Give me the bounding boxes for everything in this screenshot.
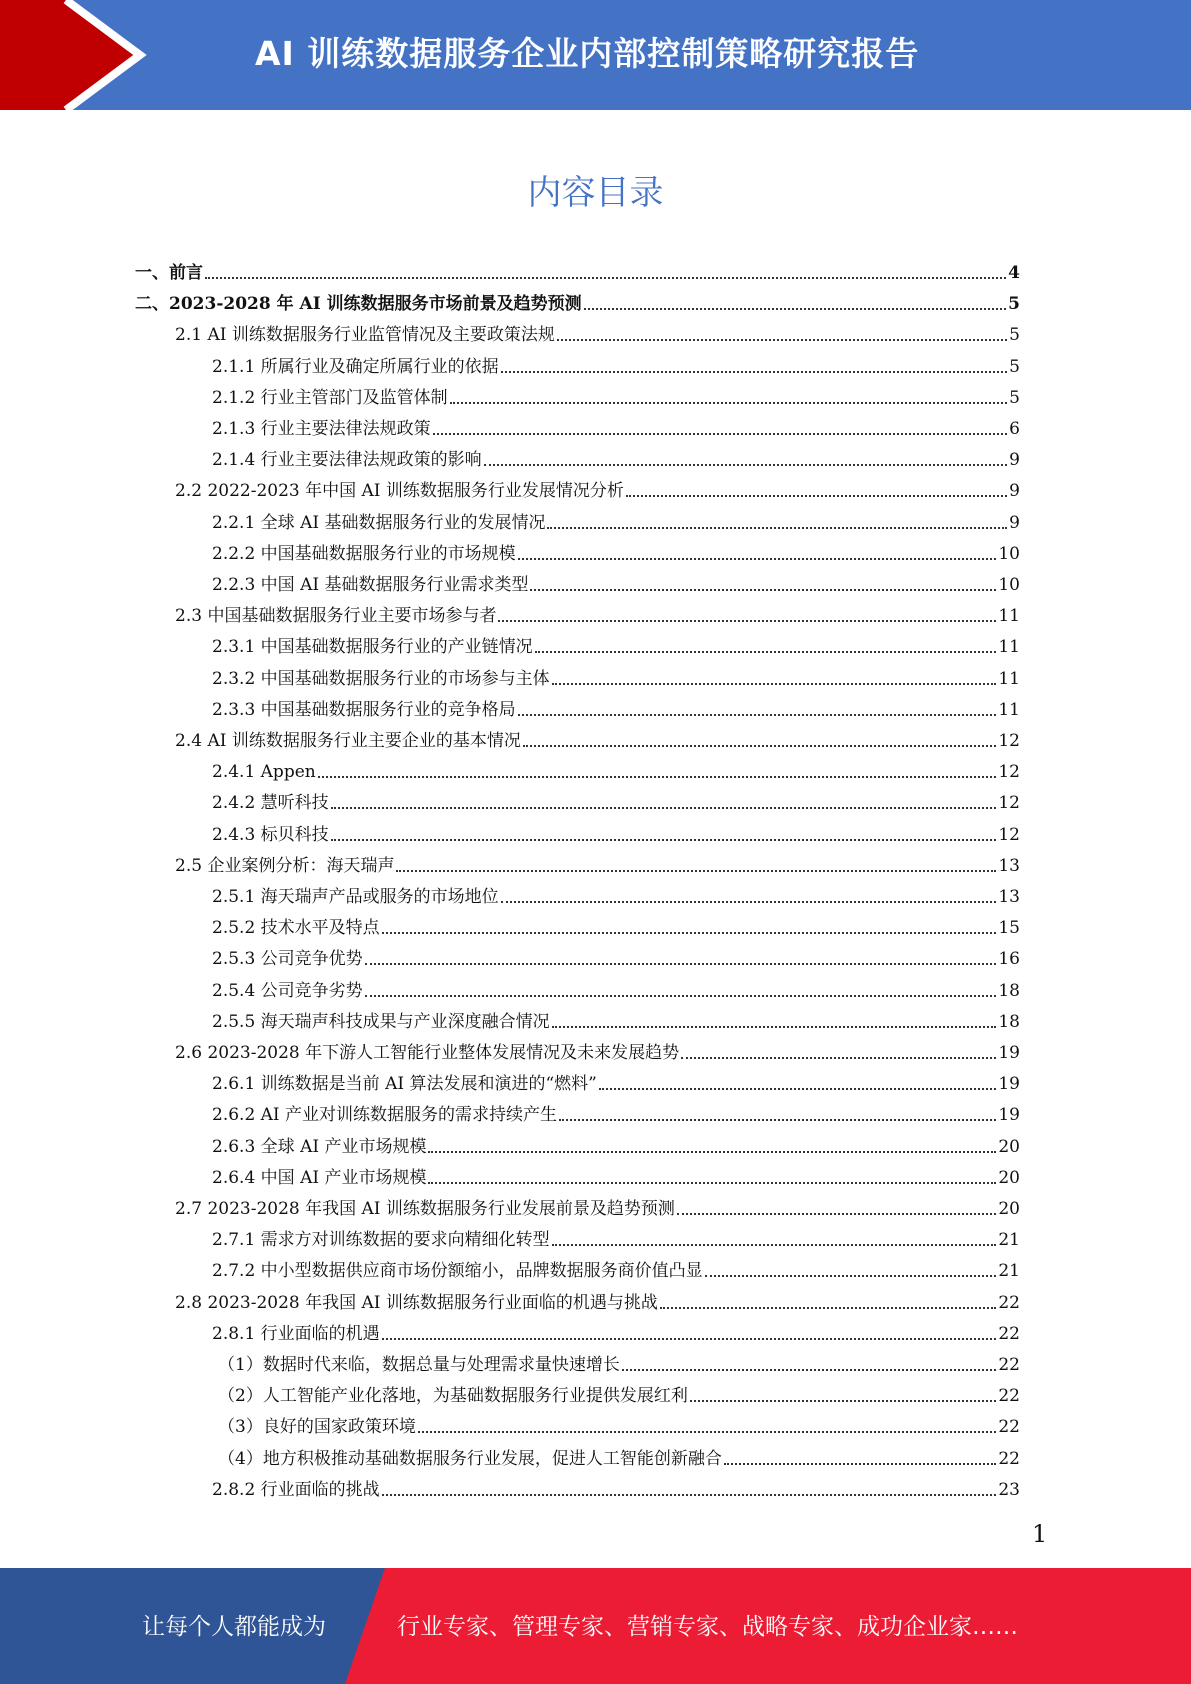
toc-entry-label: 2.5 企业案例分析：海天瑞声 <box>175 855 395 876</box>
toc-entry-page: 4 <box>1008 263 1020 283</box>
toc-leader-dots <box>552 683 997 685</box>
toc-entry-page: 11 <box>998 668 1020 689</box>
toc-entry-page: 15 <box>998 918 1020 939</box>
toc-leader-dots <box>724 1463 997 1465</box>
toc-leader-dots <box>331 807 997 809</box>
toc-entry-page: 13 <box>998 855 1020 876</box>
toc-leader-dots <box>690 1400 997 1402</box>
toc-entry[interactable] <box>175 1190 1020 1220</box>
toc-entry[interactable] <box>212 878 1020 908</box>
toc-entry-label: 2.7 2023-2028 年我国 AI 训练数据服务行业发展前景及趋势预测 <box>175 1199 675 1219</box>
toc-entry-label: 2.6.1 训练数据是当前 AI 算法发展和演进的“燃料” <box>212 1074 597 1095</box>
toc-entry[interactable] <box>135 254 1020 284</box>
toc-entry[interactable] <box>212 348 1020 378</box>
toc-entry-label: 2.3.3 中国基础数据服务行业的竞争格局 <box>212 699 516 720</box>
toc-entry[interactable] <box>212 1128 1020 1158</box>
toc-entry[interactable] <box>212 1315 1020 1345</box>
toc-leader-dots <box>365 995 997 997</box>
toc-entry-label: 2.2.1 全球 AI 基础数据服务行业的发展情况 <box>212 512 546 533</box>
toc-leader-dots <box>705 1275 997 1277</box>
toc-entry-page: 5 <box>1009 356 1020 377</box>
toc-leader-dots <box>501 371 1008 373</box>
toc-entry[interactable] <box>212 784 1020 814</box>
toc-leader-dots <box>518 714 997 716</box>
toc-leader-dots <box>552 1026 997 1028</box>
toc-entry[interactable] <box>212 441 1020 471</box>
toc-leader-dots <box>523 745 997 747</box>
toc-entry-label: 2.6.2 AI 产业对训练数据服务的需求持续产生 <box>212 1105 558 1126</box>
toc-entry[interactable] <box>212 1252 1020 1282</box>
toc-entry-label: 2.6.4 中国 AI 产业市场规模 <box>212 1167 427 1188</box>
toc-entry-label: 2.2 2022-2023 年中国 AI 训练数据服务行业发展情况分析 <box>175 481 624 502</box>
toc-entry-page: 22 <box>998 1292 1020 1313</box>
toc-leader-dots <box>547 527 1007 529</box>
toc-entry-label: 2.1 AI 训练数据服务行业监管情况及主要政策法规 <box>175 325 555 346</box>
toc-entry[interactable] <box>135 285 1020 315</box>
toc-leader-dots <box>599 1088 997 1090</box>
toc-entry-page: 9 <box>1009 481 1020 502</box>
toc-entry-page: 10 <box>998 543 1020 564</box>
toc-leader-dots <box>382 1494 997 1496</box>
toc-entry-label: 2.7.1 需求方对训练数据的要求向精细化转型 <box>212 1230 550 1251</box>
toc-leader-dots <box>205 277 1006 279</box>
toc-entry-page: 16 <box>998 949 1020 970</box>
toc-entry-page: 21 <box>998 1230 1020 1251</box>
toc-entry-page: 11 <box>998 606 1020 627</box>
toc-entry[interactable] <box>212 1003 1020 1033</box>
toc-entry-label: 2.6.3 全球 AI 产业市场规模 <box>212 1136 427 1157</box>
toc-entry-label: 2.2.3 中国 AI 基础数据服务行业需求类型 <box>212 575 529 595</box>
toc-entry-label: 2.7.2 中小型数据供应商市场份额缩小，品牌数据服务商价值凸显 <box>212 1261 703 1282</box>
toc-entry[interactable] <box>218 1440 1020 1470</box>
toc-entry-page: 13 <box>998 887 1020 907</box>
toc-leader-dots <box>584 308 1007 310</box>
toc-leader-dots <box>677 1213 996 1215</box>
toc-entry-label: 2.3.1 中国基础数据服务行业的产业链情况 <box>212 637 533 658</box>
toc-entry[interactable] <box>212 1096 1020 1126</box>
toc-entry-page: 18 <box>998 1011 1020 1032</box>
toc-entry-label: 2.5.4 公司竞争劣势 <box>212 980 363 1001</box>
toc-leader-dots <box>559 1119 996 1121</box>
toc-entry-page: 23 <box>998 1479 1020 1500</box>
toc-entry-label: 2.5.5 海天瑞声科技成果与产业深度融合情况 <box>212 1011 550 1032</box>
toc-entry[interactable] <box>175 316 1020 346</box>
toc-entry-page: 22 <box>998 1386 1020 1407</box>
toc-entry-page: 20 <box>998 1199 1020 1219</box>
toc-leader-dots <box>450 402 1008 404</box>
toc-entry[interactable] <box>212 628 1020 658</box>
toc-entry[interactable] <box>218 1408 1020 1438</box>
toc-leader-dots <box>382 1338 997 1340</box>
toc-entry-page: 22 <box>998 1448 1020 1469</box>
footer-banner <box>0 1568 1191 1684</box>
report-title: AI 训练数据服务企业内部控制策略研究报告 <box>255 34 920 73</box>
toc-entry-page: 19 <box>998 1105 1020 1126</box>
toc-entry-page: 18 <box>998 980 1020 1001</box>
toc-entry[interactable] <box>175 597 1020 627</box>
toc-leader-dots <box>501 901 997 903</box>
toc-entry[interactable] <box>212 535 1020 565</box>
toc-entry-label: 2.8 2023-2028 年我国 AI 训练数据服务行业面临的机遇与挑战 <box>175 1292 658 1313</box>
toc-entry-page: 10 <box>998 575 1020 595</box>
toc-entry-label: 一、前言 <box>135 263 203 283</box>
toc-entry-page: 6 <box>1009 419 1020 439</box>
toc-entry-page: 19 <box>998 1074 1020 1095</box>
toc-leader-dots <box>433 433 1008 435</box>
toc-entry-label: （2）人工智能产业化落地，为基础数据服务行业提供发展红利 <box>218 1386 688 1407</box>
toc-leader-dots <box>622 1369 997 1371</box>
toc-leader-dots <box>557 339 1007 341</box>
toc-entry-label: 二、2023-2028 年 AI 训练数据服务市场前景及趋势预测 <box>135 294 582 315</box>
header-banner <box>0 0 1191 110</box>
toc-entry-page: 20 <box>998 1167 1020 1188</box>
toc-entry-label: 2.1.3 行业主要法律法规政策 <box>212 419 431 439</box>
page-number: 1 <box>1032 1520 1048 1548</box>
toc-entry[interactable] <box>212 660 1020 690</box>
toc-entry-label: 2.3 中国基础数据服务行业主要市场参与者 <box>175 606 497 627</box>
toc-leader-dots <box>396 870 996 872</box>
toc-entry-page: 20 <box>998 1136 1020 1157</box>
toc-entry[interactable] <box>212 1065 1020 1095</box>
toc-entry-label: 2.1.1 所属行业及确定所属行业的依据 <box>212 356 499 377</box>
toc-leader-dots <box>535 651 997 653</box>
toc-entry[interactable] <box>175 722 1020 752</box>
toc-leader-dots <box>626 495 1007 497</box>
toc-entry[interactable] <box>212 410 1020 440</box>
toc-entry-label: 2.8.2 行业面临的挑战 <box>212 1479 380 1500</box>
toc-entry-page: 12 <box>998 731 1020 751</box>
toc-entry-label: （3）良好的国家政策环境 <box>218 1417 416 1438</box>
toc-entry[interactable] <box>175 1034 1020 1064</box>
toc-leader-dots <box>681 1057 996 1059</box>
toc-entry-page: 12 <box>998 793 1020 814</box>
toc-entry[interactable] <box>212 691 1020 721</box>
toc-heading: 内容目录 <box>527 173 664 213</box>
toc-leader-dots <box>530 589 996 591</box>
toc-entry[interactable] <box>212 1471 1020 1501</box>
toc-entry-page: 21 <box>998 1261 1020 1282</box>
toc-entry[interactable] <box>175 847 1020 877</box>
toc-entry-label: 2.4.1 Appen <box>212 762 316 783</box>
toc-leader-dots <box>318 776 997 778</box>
toc-entry-label: 2.4.3 标贝科技 <box>212 824 329 845</box>
toc-entry[interactable] <box>212 1221 1020 1251</box>
red-arrow-decoration <box>0 0 160 110</box>
toc-leader-dots <box>418 1431 997 1433</box>
toc-leader-dots <box>484 464 1008 466</box>
toc-entry-label: 2.2.2 中国基础数据服务行业的市场规模 <box>212 543 516 564</box>
toc-entry-page: 11 <box>998 637 1020 658</box>
toc-entry-label: （1）数据时代来临，数据总量与处理需求量快速增长 <box>218 1355 620 1375</box>
toc-leader-dots <box>331 839 997 841</box>
toc-entry[interactable] <box>212 566 1020 596</box>
toc-entry[interactable] <box>212 909 1020 939</box>
toc-entry[interactable] <box>212 816 1020 846</box>
toc-entry[interactable] <box>212 972 1020 1002</box>
footer-slogan-right: 行业专家、管理专家、营销专家、战略专家、成功企业家…… <box>397 1614 1018 1640</box>
toc-entry[interactable] <box>175 472 1020 502</box>
toc-entry[interactable] <box>175 1284 1020 1314</box>
toc-entry-label: （4）地方积极推动基础数据服务行业发展，促进人工智能创新融合 <box>218 1448 722 1469</box>
toc-entry-page: 5 <box>1008 294 1020 315</box>
toc-entry-label: 2.4 AI 训练数据服务行业主要企业的基本情况 <box>175 731 521 751</box>
toc-leader-dots <box>552 1244 997 1246</box>
toc-entry-page: 12 <box>998 762 1020 783</box>
toc-entry-page: 12 <box>998 824 1020 845</box>
toc-entry-label: 2.5.1 海天瑞声产品或服务的市场地位 <box>212 887 499 907</box>
footer-slogan-left: 让每个人都能成为 <box>142 1614 326 1640</box>
toc-entry-page: 22 <box>998 1417 1020 1438</box>
toc-entry-label: 2.4.2 慧听科技 <box>212 793 329 814</box>
toc-entry-label: 2.1.2 行业主管部门及监管体制 <box>212 387 448 408</box>
toc-leader-dots <box>428 1182 996 1184</box>
toc-entry-page: 11 <box>998 699 1020 720</box>
toc-leader-dots <box>382 932 997 934</box>
toc-entry[interactable] <box>218 1346 1020 1376</box>
toc-entry-page: 9 <box>1009 512 1020 533</box>
toc-entry[interactable] <box>212 379 1020 409</box>
toc-leader-dots <box>660 1307 996 1309</box>
toc-leader-dots <box>498 620 996 622</box>
toc-entry-page: 22 <box>998 1355 1020 1375</box>
toc-entry-label: 2.5.2 技术水平及特点 <box>212 918 380 939</box>
toc-entry-label: 2.6 2023-2028 年下游人工智能行业整体发展情况及未来发展趋势 <box>175 1043 680 1063</box>
toc-entry-page: 22 <box>998 1323 1020 1344</box>
toc-entry[interactable] <box>212 753 1020 783</box>
toc-entry-page: 5 <box>1009 387 1020 408</box>
toc-entry-page: 9 <box>1009 450 1020 471</box>
toc-leader-dots <box>518 558 997 560</box>
toc-entry-label: 2.5.3 公司竞争优势 <box>212 949 363 970</box>
toc-entry-label: 2.3.2 中国基础数据服务行业的市场参与主体 <box>212 668 550 689</box>
toc-entry-page: 19 <box>998 1043 1020 1063</box>
toc-entry-page: 5 <box>1009 325 1020 346</box>
toc-entry-label: 2.8.1 行业面临的机遇 <box>212 1323 380 1344</box>
toc-entry[interactable] <box>212 940 1020 970</box>
toc-leader-dots <box>365 963 997 965</box>
toc-entry[interactable] <box>218 1377 1020 1407</box>
toc-leader-dots <box>428 1151 996 1153</box>
toc-entry[interactable] <box>212 1159 1020 1189</box>
toc-entry[interactable] <box>212 504 1020 534</box>
toc-entry-label: 2.1.4 行业主要法律法规政策的影响 <box>212 450 482 471</box>
